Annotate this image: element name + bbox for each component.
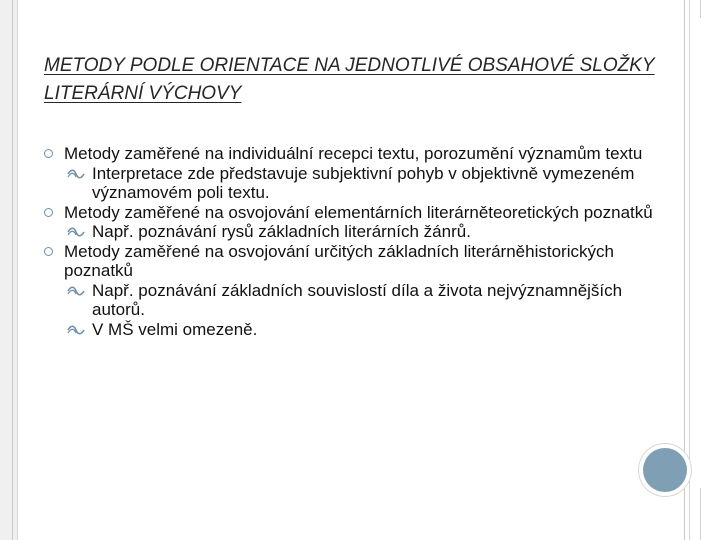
sub-bullet-list (64, 281, 674, 340)
sub-bullet-item (64, 222, 674, 242)
sub-bullet-text: Např. poznávání základních souvislostí díla a života nejvýznamnějších autorů. (92, 280, 623, 319)
wave-bullet-icon (67, 168, 85, 180)
circle-bullet-icon (44, 149, 53, 158)
wave-bullet-icon (67, 226, 85, 238)
sub-bullet-list (64, 222, 674, 242)
bullet-item-1 (44, 144, 674, 203)
bottom-right-divider (700, 488, 701, 540)
slide-title: METODY PODLE ORIENTACE NA JEDNOTLIVÉ OBSAHOVÉ SLOŽKY LITERÁRNÍ VÝCHOVY (44, 55, 655, 104)
bullet-item-3 (44, 242, 674, 340)
wave-bullet-icon (67, 324, 85, 336)
left-border-line-inner (17, 0, 18, 540)
top-right-divider (700, 0, 701, 18)
bullet-text: Metody zaměřené na osvojování elementárních literárněteoretických poznatků (64, 202, 653, 222)
circle-bullet-icon (44, 247, 53, 256)
bullet-item-2 (44, 203, 674, 242)
sub-bullet-item (64, 320, 674, 340)
sub-bullet-item (64, 164, 674, 203)
sub-bullet-text: Např. poznávání rysů základních literárních žánrů. (92, 222, 471, 241)
left-border-line (12, 0, 13, 540)
circle-bullet-icon (44, 208, 53, 217)
sub-bullet-list (64, 164, 674, 203)
right-border-line-inner (689, 0, 690, 540)
bullet-text: Metody zaměřené na osvojování určitých základních literárněhistorických poznatků (64, 241, 614, 280)
sub-bullet-item (64, 281, 674, 320)
bullet-list (44, 144, 674, 339)
decorative-circle (643, 448, 687, 492)
sub-bullet-text: Interpretace zde představuje subjektivní pohyb v objektivně vymezeném významovém poli textu. (92, 163, 635, 202)
sub-bullet-text: V MŠ velmi omezeně. (92, 319, 258, 339)
wave-bullet-icon (67, 285, 85, 297)
bullet-text: Metody zaměřené na individuální recepci textu, porozumění významům textu (64, 144, 643, 163)
